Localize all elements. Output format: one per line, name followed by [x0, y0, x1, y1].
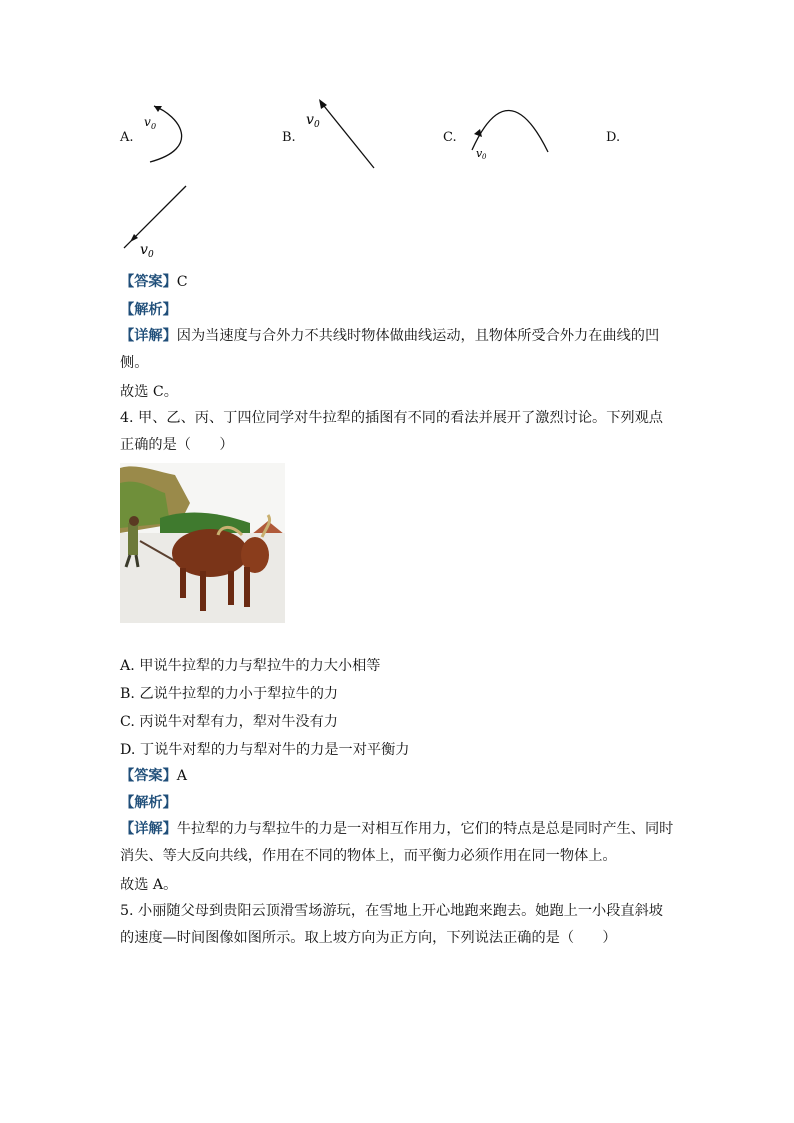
svg-text:0: 0	[314, 120, 320, 130]
q4-option-a: A. 甲说牛拉犁的力与犁拉牛的力大小相等	[120, 658, 381, 674]
q3-answer: 【答案】C	[120, 274, 188, 290]
option-a-figure	[140, 100, 200, 170]
v0-label: v	[306, 112, 314, 128]
q4-conclusion: 故选 A。	[120, 877, 178, 893]
option-b-label: B.	[282, 130, 296, 145]
svg-text:0: 0	[148, 250, 154, 260]
option-d-label: D.	[606, 130, 621, 145]
q3-analysis-heading: 【解析】	[120, 302, 177, 318]
v0-label: v	[144, 115, 151, 129]
v0-label: v	[140, 242, 148, 258]
q3-conclusion: 故选 C。	[120, 384, 178, 400]
q5-stem: 5. 小丽随父母到贵阳云顶滑雪场游玩，在雪地上开心地跑来跑去。她跑上一小段直斜坡的速度—时间图像如图所示。取上坡方向为正方向，下列说法正确的是（ ）	[120, 903, 663, 946]
option-a-label: A.	[120, 130, 134, 145]
q4-stem: 4. 甲、乙、丙、丁四位同学对牛拉犁的插图有不同的看法并展开了激烈讨论。下列观点正确的是（ ）	[120, 410, 663, 453]
q4-analysis-heading: 【解析】	[120, 795, 177, 811]
q4-detail: 【详解】牛拉犁的力与犁拉牛的力是一对相互作用力，它们的特点是总是同时产生、同时消失、等大反向共线，作用在不同的物体上，而平衡力必须作用在同一物体上。	[120, 821, 674, 864]
q4-option-d: D. 丁说牛对犁的力与犁对牛的力是一对平衡力	[120, 742, 410, 758]
ox-plough-illustration	[120, 463, 285, 623]
svg-text:0: 0	[482, 153, 487, 161]
v0-label: v	[476, 147, 483, 160]
q4-answer: 【答案】A	[120, 768, 188, 784]
option-d-figure	[118, 182, 198, 264]
option-b-figure	[300, 95, 380, 175]
option-c-figure	[462, 100, 557, 170]
q4-option-b: B. 乙说牛拉犁的力小于犁拉牛的力	[120, 686, 339, 702]
q3-detail: 【详解】因为当速度与合外力不共线时物体做曲线运动，且物体所受合外力在曲线的凹侧。	[120, 328, 660, 371]
option-c-label: C.	[443, 130, 457, 145]
q4-option-c: C. 丙说牛对犁有力，犁对牛没有力	[120, 714, 338, 730]
svg-text:0: 0	[151, 122, 157, 131]
